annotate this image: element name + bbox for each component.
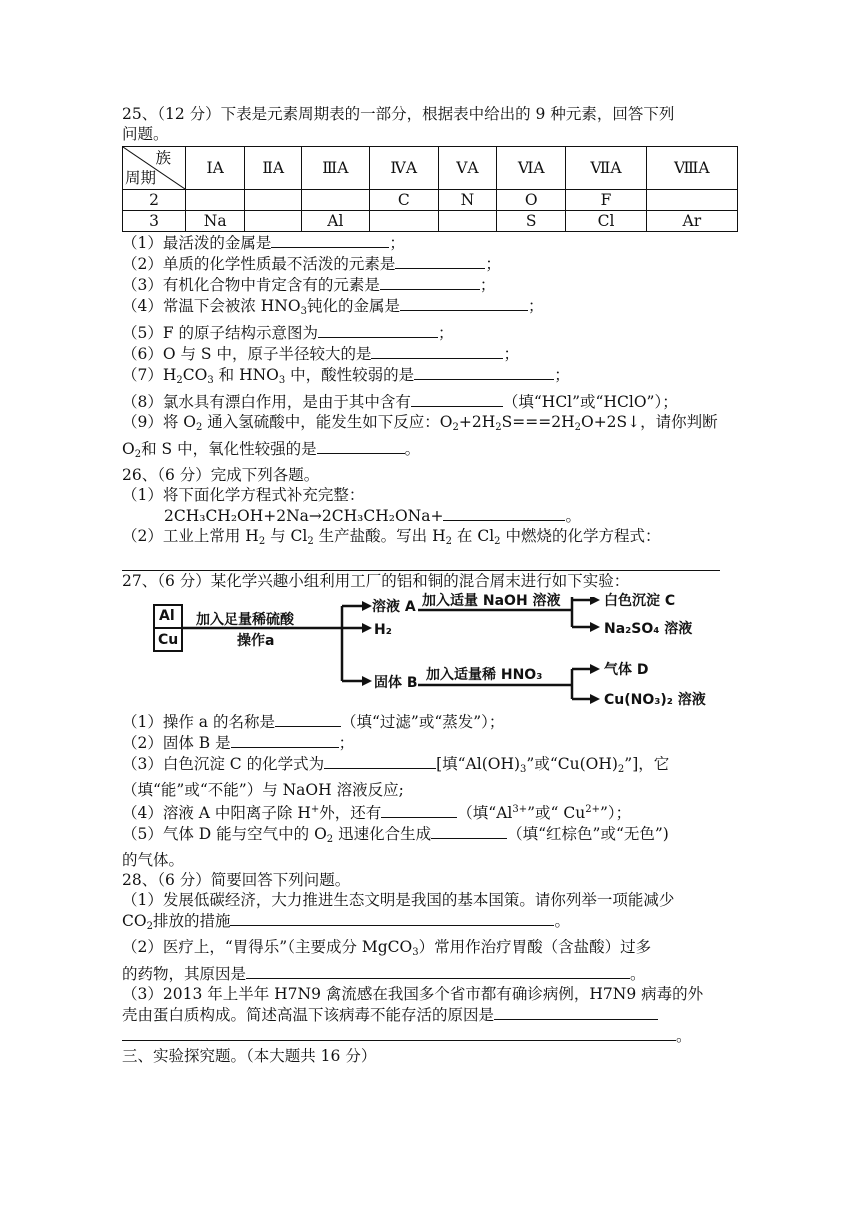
q25-item4-text: 钝化的金属是 (306, 297, 400, 315)
answer-blank[interactable] (246, 963, 630, 979)
group-header: IA (186, 147, 245, 190)
hno3-step: 加入适量稀 HNO₃ (426, 667, 543, 683)
subscript: 2 (176, 375, 183, 386)
q25-item6-text: （6）O 与 S 中，原子半径较大的是 (122, 345, 372, 363)
q27-item5-text: （填“红棕色”或“无色”) (507, 825, 669, 843)
answer-blank[interactable] (317, 438, 405, 454)
cuno3-solution: Cu(NO₃)₂ 溶液 (604, 692, 706, 708)
q27-item3-text: [填“Al(OH) (436, 755, 521, 773)
group-header: ⅦA (566, 147, 646, 190)
q27-item3-text: ”或“Cu(OH) (526, 755, 618, 773)
q25-item7-text: 中，酸性较弱的是 (285, 366, 415, 384)
corner-period-label: 周期 (125, 169, 157, 187)
punct: ； (554, 366, 570, 384)
answer-blank[interactable] (443, 505, 565, 521)
q27-item3 (122, 753, 742, 780)
subscript: 3 (300, 306, 307, 317)
q27-item3-text: （3）白色沉淀 C 的化学式为 (122, 755, 325, 773)
q26-part1: （1）将下面化学方程式补充完整： (122, 486, 365, 504)
q25-item3 (122, 274, 742, 295)
q27-item5-cont: 的气体。 (122, 851, 185, 869)
q25-item9-text: 和 S 中，氧化性较强的是 (141, 440, 317, 458)
q27-title: 27、（6 分）某化学兴趣小组利用工厂的铝和铜的混合屑末进行如下实验： (122, 572, 630, 590)
solid-b: 固体 B (374, 675, 418, 691)
element-cell (369, 211, 438, 232)
precipitate-c: 白色沉淀 C (604, 593, 676, 609)
subscript: 2 (307, 536, 314, 547)
answer-blank[interactable] (395, 253, 485, 269)
na2so4-solution: Na₂SO₄ 溶液 (604, 621, 693, 637)
q28-item3-line2 (122, 1025, 742, 1046)
punct: 。 (404, 440, 421, 458)
q27-item4-text: ”）； (599, 804, 632, 822)
q28-item3: （3）2013 年上半年 H7N9 禽流感在我国多个省市都有确诊病例，H7N9 病毒的外 (122, 985, 704, 1003)
group-header: ⅤA (438, 147, 496, 190)
q25-item1 (122, 232, 742, 253)
q28-item3-text: 壳由蛋白质构成。简述高温下该病毒不能存活的原因是 (122, 1006, 495, 1024)
table-row (123, 211, 738, 232)
q27-item2-text: （2）固体 B 是 (122, 734, 231, 752)
q25-item8 (122, 391, 742, 412)
q26-part2-text: 在 Cl (451, 527, 495, 545)
q28-item1-text: 排放的措施 (152, 912, 231, 930)
exam-page (122, 104, 742, 1066)
q27-item3-text: ”]，它 (624, 755, 670, 773)
punct: ； (503, 345, 519, 363)
group-header: ⅧA (646, 147, 737, 190)
subscript: 2 (134, 449, 142, 460)
q26-equation (122, 505, 742, 526)
subscript: 3 (412, 947, 419, 958)
q26-part2-text: 中燃烧的化学方程式： (500, 527, 661, 545)
q25-item9-cont (122, 438, 742, 465)
subscript: 2 (196, 422, 203, 433)
punct: ； (527, 297, 544, 315)
superscript: + (310, 804, 320, 815)
subscript: 3 (207, 375, 214, 386)
answer-blank[interactable] (231, 732, 339, 748)
q25-item7-text: （7）H (122, 366, 177, 384)
q27-item5 (122, 823, 742, 850)
q28-item1-text: CO (122, 912, 147, 930)
q28-item2-text: ）常用作治疗胃酸（含盐酸）过多 (418, 938, 652, 956)
group-header: ⅢA (302, 147, 370, 190)
answer-blank[interactable] (381, 802, 457, 818)
q25-item9-text: +2H (458, 413, 496, 431)
q27-flow-diagram (122, 593, 742, 708)
q27-item2 (122, 732, 742, 753)
q25-item3-text: （3）有机化合物中肯定含有的元素是 (122, 276, 380, 294)
answer-blank[interactable] (494, 1004, 658, 1020)
q25-item9-text: O (122, 440, 135, 458)
corner-group-label: 族 (155, 149, 171, 167)
step1-reagent: 加入足量稀硫酸 (196, 612, 294, 628)
element-cell (245, 211, 302, 232)
q25-intro-line1: 25、（12 分）下表是元素周期表的一部分，根据表中给出的 9 种元素，回答下列 (122, 105, 675, 123)
subscript: 2 (146, 921, 153, 932)
q27-item1 (122, 711, 742, 732)
h2-product: H₂ (374, 622, 392, 638)
answer-blank[interactable] (414, 364, 554, 380)
q25-item5 (122, 322, 742, 343)
q25-item8-text: （填“HCl”或“HClO”）； (502, 393, 678, 411)
subscript: 3 (278, 375, 286, 386)
punct: ； (338, 734, 355, 752)
q26-equation-text: 2CH₃CH₂OH+2Na→2CH₃CH₂ONa+ (164, 507, 444, 525)
q25-item9-text: S===2H (501, 413, 575, 431)
step1-operation: 操作a (237, 633, 275, 649)
q27-item5-text: （5）气体 D 能与空气中的 O (122, 825, 327, 843)
q25-item5-text: （5）F 的原子结构示意图为 (122, 324, 319, 342)
q25-item9-text: （9）将 O (122, 413, 196, 431)
q25-item2 (122, 253, 742, 274)
punct: 。 (565, 507, 581, 525)
element-cell: Ar (646, 211, 737, 232)
subscript: 2 (494, 536, 501, 547)
q27-item4-text: （4）溶液 A 中阳离子除 H (122, 804, 311, 822)
q25-item6 (122, 343, 742, 364)
element-cell: C (369, 190, 438, 211)
q25-item8-text: （8）氯水具有漂白作用，是由于其中含有 (122, 393, 411, 411)
q26-part2-text: （2）工业上常用 H (122, 527, 259, 545)
q27-item4-text: 外，还有 (319, 804, 382, 822)
superscript: 2+ (585, 804, 600, 815)
element-cell: O (497, 190, 566, 211)
table-row (123, 190, 738, 211)
subscript: 3 (520, 764, 527, 775)
element-cell: N (438, 190, 496, 211)
q28-title: 28、（6 分）简要回答下列问题。 (122, 871, 351, 889)
naoh-step: 加入适量 NaOH 溶液 (422, 593, 561, 609)
answer-blank[interactable] (318, 322, 438, 338)
subscript: 2 (495, 422, 502, 433)
q25-item9-text: 通入氢硫酸中，能发生如下反应：O (202, 413, 453, 431)
q28-item2-cont (122, 963, 742, 984)
subscript: 2 (617, 764, 625, 775)
periodic-table-excerpt (122, 146, 738, 232)
element-cell (302, 190, 370, 211)
answer-blank[interactable] (230, 910, 554, 926)
q27-item4 (122, 800, 742, 823)
q25-item7-text: 和 HNO (213, 366, 279, 384)
punct: ； (438, 324, 454, 342)
q27-item5-text: 迅速化合生成 (333, 825, 432, 843)
subscript: 2 (574, 422, 581, 433)
subscript: 2 (445, 536, 452, 547)
q28-item1-cont (122, 910, 742, 937)
q25-item1-text: （1）最活泼的金属是 (122, 234, 272, 252)
q28-item2 (122, 937, 742, 963)
punct: ； (485, 255, 501, 273)
gas-d: 气体 D (604, 662, 649, 678)
q25-intro-line2: 问题。 (122, 125, 169, 143)
group-header: ⅣA (369, 147, 438, 190)
answer-blank[interactable] (122, 1025, 676, 1041)
q25-item7-text: CO (182, 366, 208, 384)
q28-item1: （1）发展低碳经济，大力推进生态文明是我国的基本国策。请你列举一项能减少 (122, 891, 675, 909)
q28-item2-text: 的药物，其原因是 (122, 965, 247, 983)
q25-item9 (122, 412, 742, 438)
answer-blank[interactable] (275, 711, 341, 727)
table-header-row (123, 147, 738, 190)
box-cu: Cu (158, 632, 179, 648)
answer-line[interactable] (122, 552, 720, 571)
answer-blank[interactable] (371, 343, 503, 359)
punct: ； (479, 276, 496, 294)
table-corner-cell (123, 147, 186, 190)
q25-item7 (122, 364, 742, 391)
q28-item2-text: （2）医疗上，“胃得乐”（主要成分 MgCO (122, 938, 413, 956)
element-cell (245, 190, 302, 211)
period-cell: 2 (123, 190, 186, 211)
group-header: ⅥA (497, 147, 566, 190)
q25-item9-text: O+2S↓，请你判断 (580, 413, 718, 431)
punct: 。 (554, 912, 570, 930)
element-cell: S (497, 211, 566, 232)
element-cell (646, 190, 737, 211)
answer-blank[interactable] (271, 232, 389, 248)
q27-item4-text: ”或“ Cu (527, 804, 586, 822)
q27-item4-text: （填“Al (457, 804, 513, 822)
answer-blank[interactable] (380, 274, 480, 290)
punct: ； (389, 234, 405, 252)
answer-blank[interactable] (411, 391, 503, 407)
q27-item1-text: （填“过滤”或“蒸发”）； (340, 713, 505, 731)
q25-item2-text: （2）单质的化学性质最不活泼的元素是 (122, 255, 396, 273)
element-cell: Na (186, 211, 245, 232)
solution-a: 溶液 A (372, 599, 416, 615)
element-cell (186, 190, 245, 211)
punct: 。 (676, 1027, 692, 1045)
element-cell: F (566, 190, 646, 211)
answer-blank[interactable] (324, 753, 436, 769)
punct: 。 (630, 965, 646, 983)
answer-blank[interactable] (431, 823, 507, 839)
q26-part2-text: 与 Cl (265, 527, 308, 545)
subscript: 2 (326, 834, 334, 845)
q26-part2-text: 生产盐酸。写出 H (313, 527, 446, 545)
q26-part2 (122, 526, 742, 552)
element-cell: Cl (566, 211, 646, 232)
q28-item3-cont (122, 1004, 742, 1025)
subscript: 2 (452, 422, 459, 433)
period-cell: 3 (123, 211, 186, 232)
q25-item4 (122, 295, 742, 322)
superscript: 3+ (512, 804, 528, 815)
group-header: ⅡA (245, 147, 302, 190)
q25-item4-text: （4）常温下会被浓 HNO (122, 297, 301, 315)
subscript: 2 (258, 536, 266, 547)
element-cell (438, 211, 496, 232)
q27-item3-cont: （填“能”或“不能”）与 NaOH 溶液反应; (122, 781, 404, 799)
box-al: Al (159, 608, 175, 624)
section3-heading: 三、实验探究题。（本大题共 16 分） (122, 1047, 377, 1065)
element-cell: Al (302, 211, 370, 232)
answer-blank[interactable] (400, 295, 528, 311)
q27-item1-text: （1）操作 a 的名称是 (122, 713, 275, 731)
q26-title: 26、（6 分）完成下列各题。 (122, 466, 320, 484)
